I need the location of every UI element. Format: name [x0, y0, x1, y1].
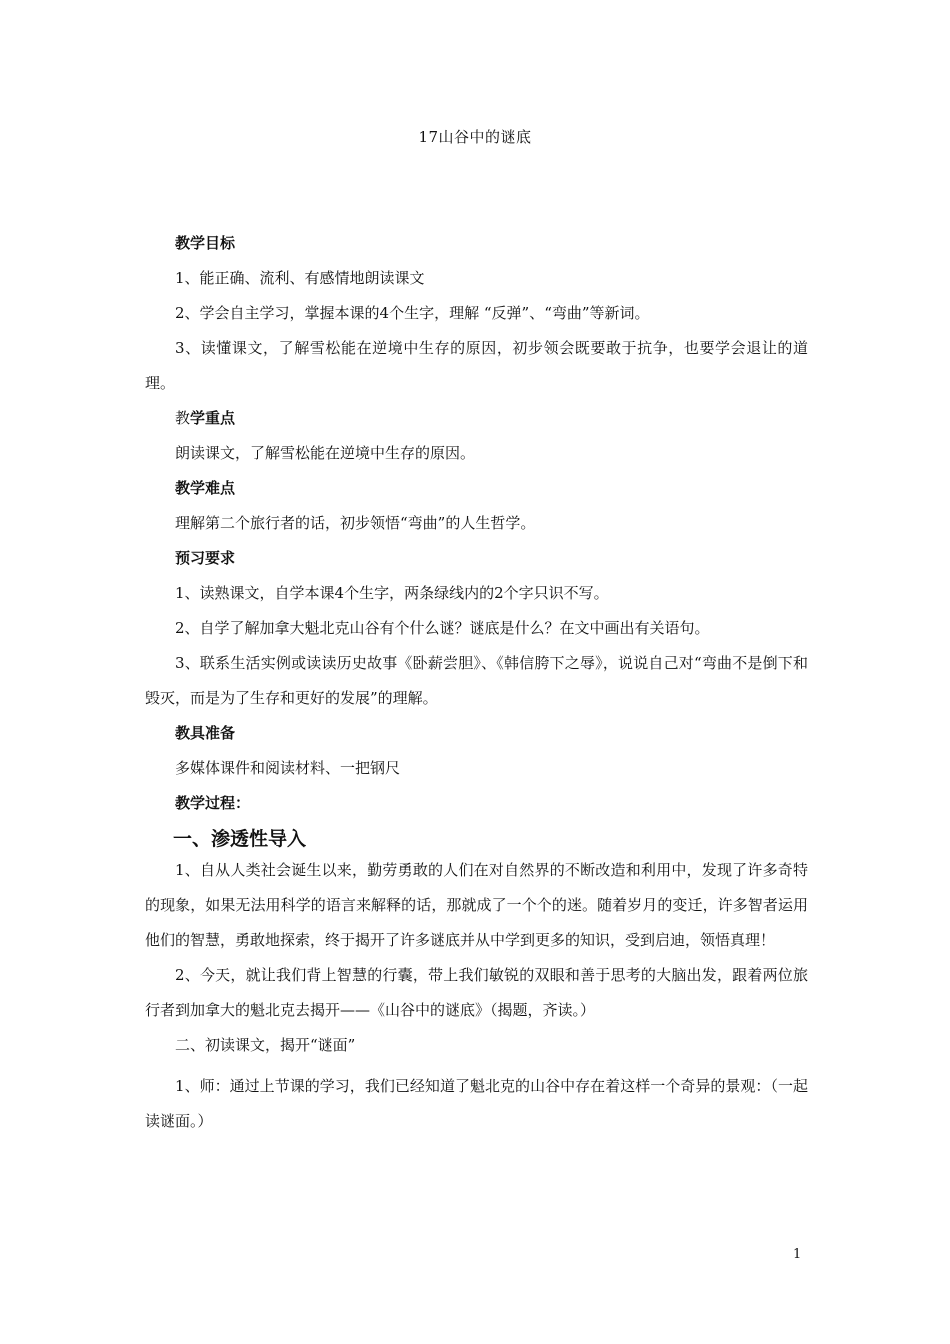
- preview-item: 2、自学了解加拿大魁北克山谷有个什么谜？谜底是什么？在文中画出有关语句。: [175, 619, 710, 637]
- section2-paragraph: 1、师：通过上节课的学习，我们已经知道了魁北克的山谷中存在着这样一个奇异的景观：（一起读谜面。）: [145, 1077, 808, 1130]
- section1-title: 一、渗透性导入: [173, 828, 307, 850]
- goals-item: 3、读懂课文，了解雪松能在逆境中生存的原因，初步领会既要敢于抗争，也要学会退让的道理。: [145, 339, 808, 392]
- section2-title: 二、初读课文，揭开“谜面”: [175, 1036, 356, 1054]
- materials-text: 多媒体课件和阅读材料、一把钢尺: [175, 759, 401, 777]
- goals-item: 1、能正确、流利、有感情地朗读课文: [175, 269, 425, 287]
- goals-heading: 教学目标: [175, 234, 236, 252]
- preview-item: 1、读熟课文，自学本课4个生字，两条绿线内的2个字只识不写。: [175, 584, 609, 602]
- focus-heading-plain: 教: [175, 409, 191, 427]
- preview-heading: 预习要求: [175, 549, 236, 567]
- section1-paragraph: 1、自从人类社会诞生以来，勤劳勇敢的人们在对自然界的不断改造和利用中，发现了许多奇特的现象，如果无法用科学的语言来解释的话，那就成了一个个的迷。随着岁月的变迁，许多智者运用他们的智慧，勇敢地探索，终于揭开了许多谜底并从中学到更多的知识，受到启迪，领悟真理！: [145, 861, 808, 949]
- goals-item: 2、学会自主学习，掌握本课的4个生字，理解 “反弹”、“弯曲”等新词。: [175, 304, 650, 322]
- focus-text: 朗读课文，了解雪松能在逆境中生存的原因。: [175, 444, 476, 462]
- materials-heading: 教具准备: [175, 724, 236, 742]
- preview-item: 3、联系生活实例或读读历史故事《卧薪尝胆》、《韩信胯下之辱》，说说自己对“弯曲不是倒下和毁灭，而是为了生存和更好的发展”的理解。: [145, 654, 808, 707]
- difficulty-text: 理解第二个旅行者的话，初步领悟“弯曲”的人生哲学。: [175, 514, 536, 532]
- focus-heading-bold: 学重点: [190, 409, 236, 427]
- difficulty-heading: 教学难点: [175, 479, 236, 497]
- document-title: 17山谷中的谜底: [418, 128, 532, 146]
- section1-paragraph: 2、今天，就让我们背上智慧的行囊，带上我们敏锐的双眼和善于思考的大脑出发，跟着两位旅行者到加拿大的魁北克去揭开——《山谷中的谜底》（揭题，齐读。）: [145, 966, 808, 1019]
- page-number: 1: [793, 1247, 802, 1262]
- document-body: [145, 226, 808, 1139]
- focus-heading: [145, 401, 808, 436]
- process-heading: 教学过程：: [175, 794, 251, 812]
